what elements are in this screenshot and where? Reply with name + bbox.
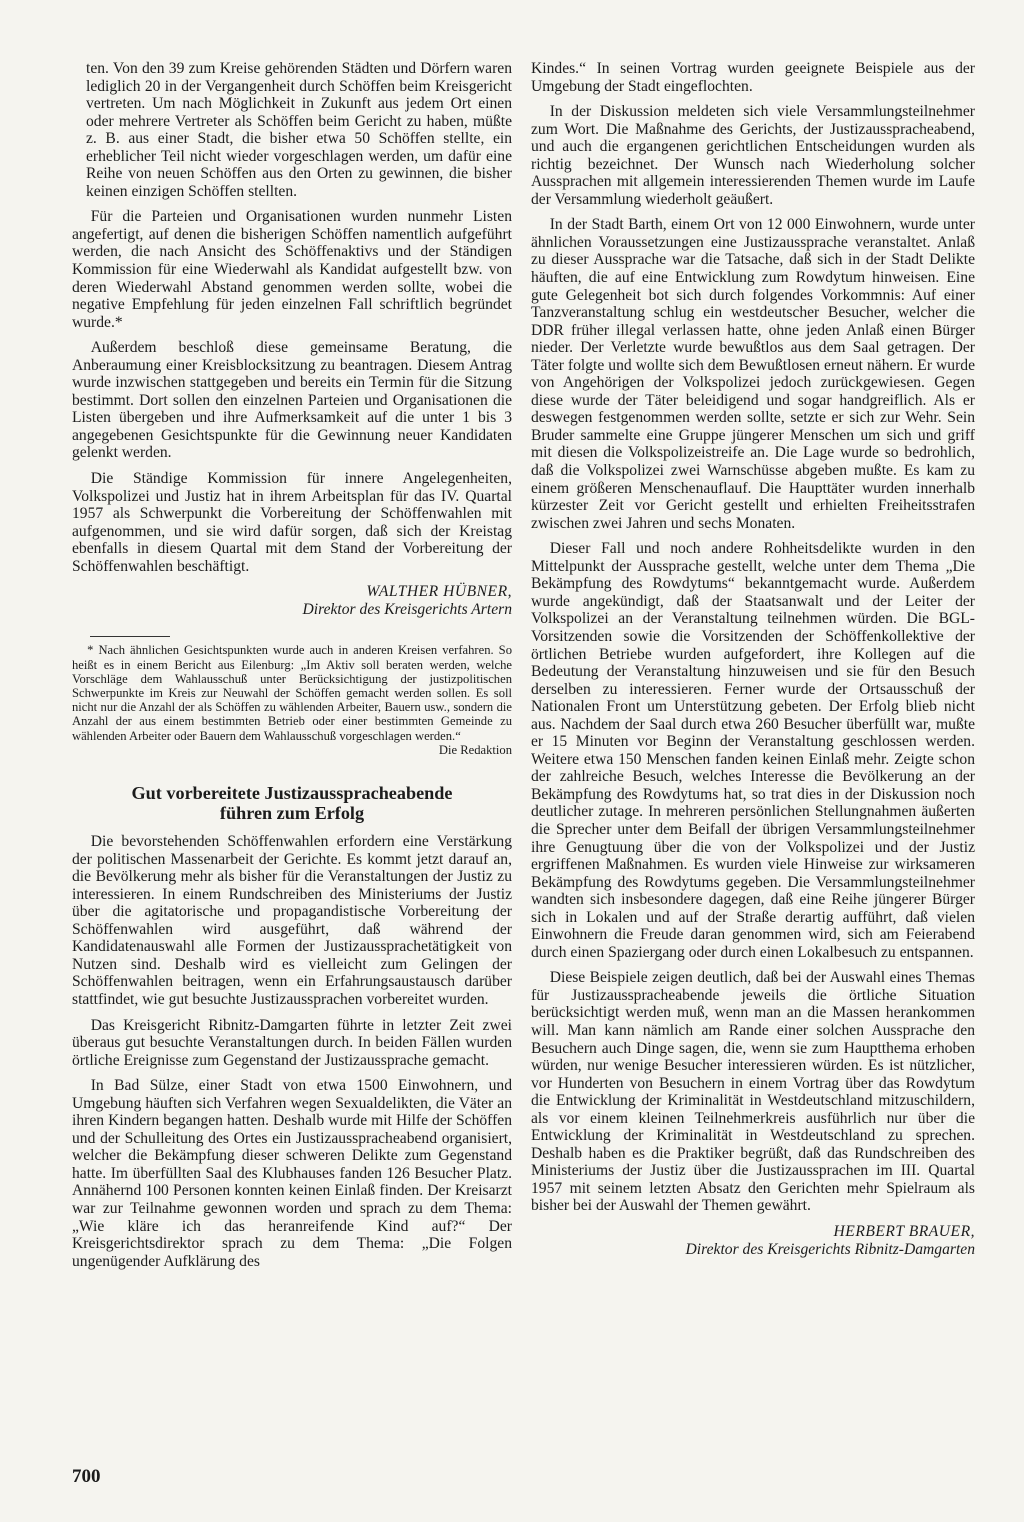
article-heading (72, 783, 512, 823)
author-role: Direktor des Kreisgerichts Ribnitz-Damgarten (685, 1240, 975, 1258)
author-role: Direktor des Kreisgerichts Artern (302, 600, 512, 618)
paragraph: ten. Von den 39 zum Kreise gehörenden Städten und Dörfern waren lediglich 20 in der Vergangenheit durch Schöffen beim Kreisgericht vertreten. Um nach Möglichkeit in Zukunft aus jedem Ort einen oder mehrere Vertreter als Schöffen beim Gericht zu haben, müßte z. B. aus einer Stadt, die bisher etwa 50 Schöffen stellte, ein erheblicher Teil nicht wieder vorgeschlagen werden, um dafür eine Reihe von neuen Schöffen aus den Orten zu gewinnen, die bisher keinen einzigen Schöffen stellten. (86, 60, 512, 200)
footnote-credit: Die Redaktion (438, 742, 512, 757)
signature-huebner (72, 583, 512, 618)
footnote-text: * Nach ähnlichen Gesichtspunkten wurde auch in anderen Kreisen verfahren. So heißt es in einem Bericht aus Eilenburg: „Im Aktiv soll beraten werden, welche Vorschläge dem Wahlausschuß unter Berücksichtigung der justizpolitischen Schwerpunkte im Kreis zur Neuwahl der Schöffen gemacht werden sollen. Es soll nicht nur die Anzahl der als Schöffen zu wählenden Arbeiter, Bauern usw., sondern die Anzahl der aus einem bestimmten Betrieb oder einer bestimmten Gemeinde zu wählenden Arbeiter oder Bauern dem Wahlausschuß vorgeschlagen werden.“ (72, 643, 512, 743)
signature-brauer (531, 1223, 975, 1258)
paragraph: Für die Parteien und Organisationen wurden nunmehr Listen angefertigt, auf denen die bisherigen Schöffen namentlich aufgeführt werden, die nach Ansicht des Schöffenaktivs und der Ständigen Kommission für eine Wiederwahl als Kandidat aufgestellt bzw. von deren Wiederwahl Abstand genommen werden sollte, wobei die negative Empfehlung für jeden einzelnen Fall schriftlich begründet wurde.* (72, 208, 512, 331)
left-column (72, 60, 512, 1278)
page-number: 700 (72, 1466, 101, 1487)
paragraph: In Bad Sülze, einer Stadt von etwa 1500 Einwohnern, und Umgebung häuften sich Verfahren wegen Sexualdelikten, die Väter an ihren Kindern begangen hatten. Deshalb wurde mit Hilfe der Schöffen und der Schulleitung des Ortes ein Justizaussprachеabend organisiert, welcher die Bekämpfung dieser schweren Delikte zum Gegenstand hatte. Im überfüllten Saal des Klubhauses fanden 126 Besucher Platz. Annähernd 100 Personen konnten keinen Einlaß finden. Der Kreisarzt war zur Teilnahme gewonnen worden und sprach zu dem Thema: „Wie kläre ich das heranreifende Kind auf?“ Der Kreisgerichtsdirektor sprach zu dem Thema: „Die Folgen ungenügender Aufklärung des (72, 1077, 512, 1270)
article-heading-line1: Gut vorbereitete Justizaussprachеabende (131, 783, 453, 804)
author-name: HERBERT BRAUER, (833, 1223, 975, 1240)
paragraph: Die bevorstehenden Schöffenwahlen erfordern eine Verstärkung der politischen Massenarbeit der Gerichte. Es kommt jetzt darauf an, die Bevölkerung mehr als bisher für die Veranstaltungen der Justiz zu interessieren. In einem Rundschreiben des Ministeriums der Justiz über die agitatorische und propagandistische Vorbereitung der Schöffenwahlen wird ausgeführt, daß während der Kandidatenauswahl alle Formen der Justizaussprachetätigkeit von Nutzen sind. Deshalb wird es vielleicht zum Gelingen der Schöffenwahlen beitragen, wenn ein Erfahrungsaustausch darüber stattfindet, wie gut besuchte Justizaussprachen vorbereitet wurden. (72, 833, 512, 1008)
paragraph: Die Ständige Kommission für innere Angelegenheiten, Volkspolizei und Justiz hat in ihrem Arbeitsplan für das IV. Quartal 1957 als Schwerpunkt die Vorbereitung der Schöffenwahlen mit aufgenommen, und sie wird dafür sorgen, daß sich der Kreistag ebenfalls in diesem Quartal mit dem Stand der Vorbereitung der Schöffenwahlen beschäftigt. (72, 470, 512, 575)
author-name: WALTHER HÜBNER, (366, 583, 512, 601)
paragraph: Dieser Fall und noch andere Rohheitsdelikte wurden in den Mittelpunkt der Aussprache gestellt, welche unter dem Thema „Die Bekämpfung des Rowdytums“ bekanntgemacht wurde. Außerdem wurde angekündigt, daß der Staatsanwalt und der Leiter der Volkspolizei an der Veranstaltung teilnehmen würden. Die BGL-Vorsitzenden sowie die Vorsitzenden der Schöffenkollektive der örtlichen Betriebe wurden aufgefordert, ihre Kollegen auf die Bedeutung der Veranstaltung hinzuweisen und sie für den Besuch derselben zu interessieren. Ferner wurde der Ortsausschuß der Nationalen Front um Unterstützung gebeten. Der Erfolg blieb nicht aus. Nachdem der Saal durch etwa 260 Besucher überfüllt war, mußte er 15 Minuten vor Beginn der Veranstaltung geschlossen werden. Weitere etwa 150 Menschen fanden keinen Einlaß mehr. Zeigte schon der zahlreiche Besuch, welches Interesse die Bevölkerung an der Bekämpfung des Rowdytums hat, so trat dies in der Diskussion noch deutlicher zutage. In mehreren persönlichen Stellungnahmen äußerten die Sprecher unter dem Beifall der übrigen Versammlungsteilnehmer ihre Genugtuung über die von der Volkspolizei und der Justiz ergriffenen Maßnahmen. Es wurden viele Hinweise zur wirksameren Bekämpfung des Rowdytums gegeben. Die Versammlungsteilnehmer wandten sich insbesondere dagegen, daß eine Reihe jüngerer Bürger sich in Lokalen und auf der Straße derartig aufführt, daß vielen Einwohnern die Freude daran genommen wird, sich am Feierabend durch einen Spaziergang oder durch einen Lokalbesuch zu entspannen. (531, 540, 975, 961)
paragraph: In der Diskussion meldeten sich viele Versammlungsteilnehmer zum Wort. Die Maßnahme des Gerichts, der Justizaussprachеabend, und auch die ergangenen gerichtlichen Entscheidungen wurden als richtig bezeichnet. Der Wunsch nach Wiederholung solcher Aussprachen mit allgemein interessierenden Themen wurde im Laufe der Versammlung wiederholt geäußert. (531, 103, 975, 208)
article-heading-line2: führen zum Erfolg (219, 803, 365, 824)
paragraph: Diese Beispiele zeigen deutlich, daß bei der Auswahl eines Themas für Justizaussprachеabende jeweils die örtliche Situation berücksichtigt werden muß, wenn man an die Massen herankommen will. Man kann nämlich am Rande einer solchen Aussprache den Besuchern auch Dinge sagen, die, wenn sie zum Hauptthema erhoben würden, nur wenige Besucher interessieren würden. Es ist nützlicher, vor Hunderten von Besuchern in einem Vortrag über das Rowdytum die Entwicklung der Kriminalität in Westdeutschland mitzuschildern, als vor einem kleinen Teilnehmerkreis ausführlich nur über die Entwicklung der Kriminalität in Westdeutschland zu sprechen. Deshalb haben es die Praktiker begrüßt, daß das Rundschreiben des Ministeriums der Justiz über die Justizaussprachen im III. Quartal 1957 mit seinem letzten Absatz den Gerichten mehr Spielraum als bisher bei der Auswahl der Themen gewährt. (531, 969, 975, 1215)
right-column (531, 60, 975, 1268)
paragraph: Kindes.“ In seinen Vortrag wurden geeignete Beispiele aus der Umgebung der Stadt eingeflochten. (531, 60, 975, 95)
footnote-divider (90, 636, 170, 637)
paragraph: Das Kreisgericht Ribnitz-Damgarten führte in letzter Zeit zwei überaus gut besuchte Veranstaltungen durch. In beiden Fällen wurden örtliche Ereignisse zum Gegenstand der Justizaussprache gemacht. (72, 1016, 512, 1069)
paragraph: In der Stadt Barth, einem Ort von 12 000 Einwohnern, wurde unter ähnlichen Voraussetzungen eine Justizaussprache veranstaltet. Anlaß zu dieser Aussprache war die Tatsache, daß sich in der Stadt Delikte häuften, die auf eine Entwicklung zum Rowdytum hinweisen. Eine gute Gelegenheit bot sich durch folgendes Vorkommnis: Auf einer Tanzveranstaltung schlug ein westdeutscher Besucher, welcher die DDR früher illegal verlassen hatte, ohne jeden Anlaß einen Bürger nieder. Der Verletzte wurde bewußtlos aus dem Saal getragen. Der Täter folgte und wollte sich dem Bewußtlosen erneut nähern. Er wurde von Angehörigen der Volkspolizei jedoch zurückgewiesen. Gegen diese wurde der Täter beleidigend und sogar handgreiflich. Als er deswegen festgenommen werden sollte, setzte er sich zur Wehr. Sein Bruder sammelte eine Gruppe jüngerer Menschen um sich und griff mit diesen die Volkspolizeistreife an. Die Lage wurde so bedrohlich, daß die Volkspolizei zwei Warnschüsse abgeben mußte. Es kam zu einem größeren Menschenauflauf. Die Haupttäter wurden innerhalb kürzester Zeit vor Gericht gestellt und erhielten Freiheitsstrafen zwischen zwei Jahren und sechs Monaten. (531, 216, 975, 532)
paragraph: Außerdem beschloß diese gemeinsame Beratung, die Anberaumung einer Kreisblocksitzung zu beantragen. Diesem Antrag wurde inzwischen stattgegeben und bereits ein Termin für die Sitzung bestimmt. Dort sollen den einzelnen Parteien und Organisationen die Listen übergeben und ihre Aufmerksamkeit auf die unter 1 bis 3 angegebenen Gesichtspunkte für die Gewinnung neuer Kandidaten gelenkt werden. (72, 339, 512, 462)
footnote (72, 643, 512, 757)
